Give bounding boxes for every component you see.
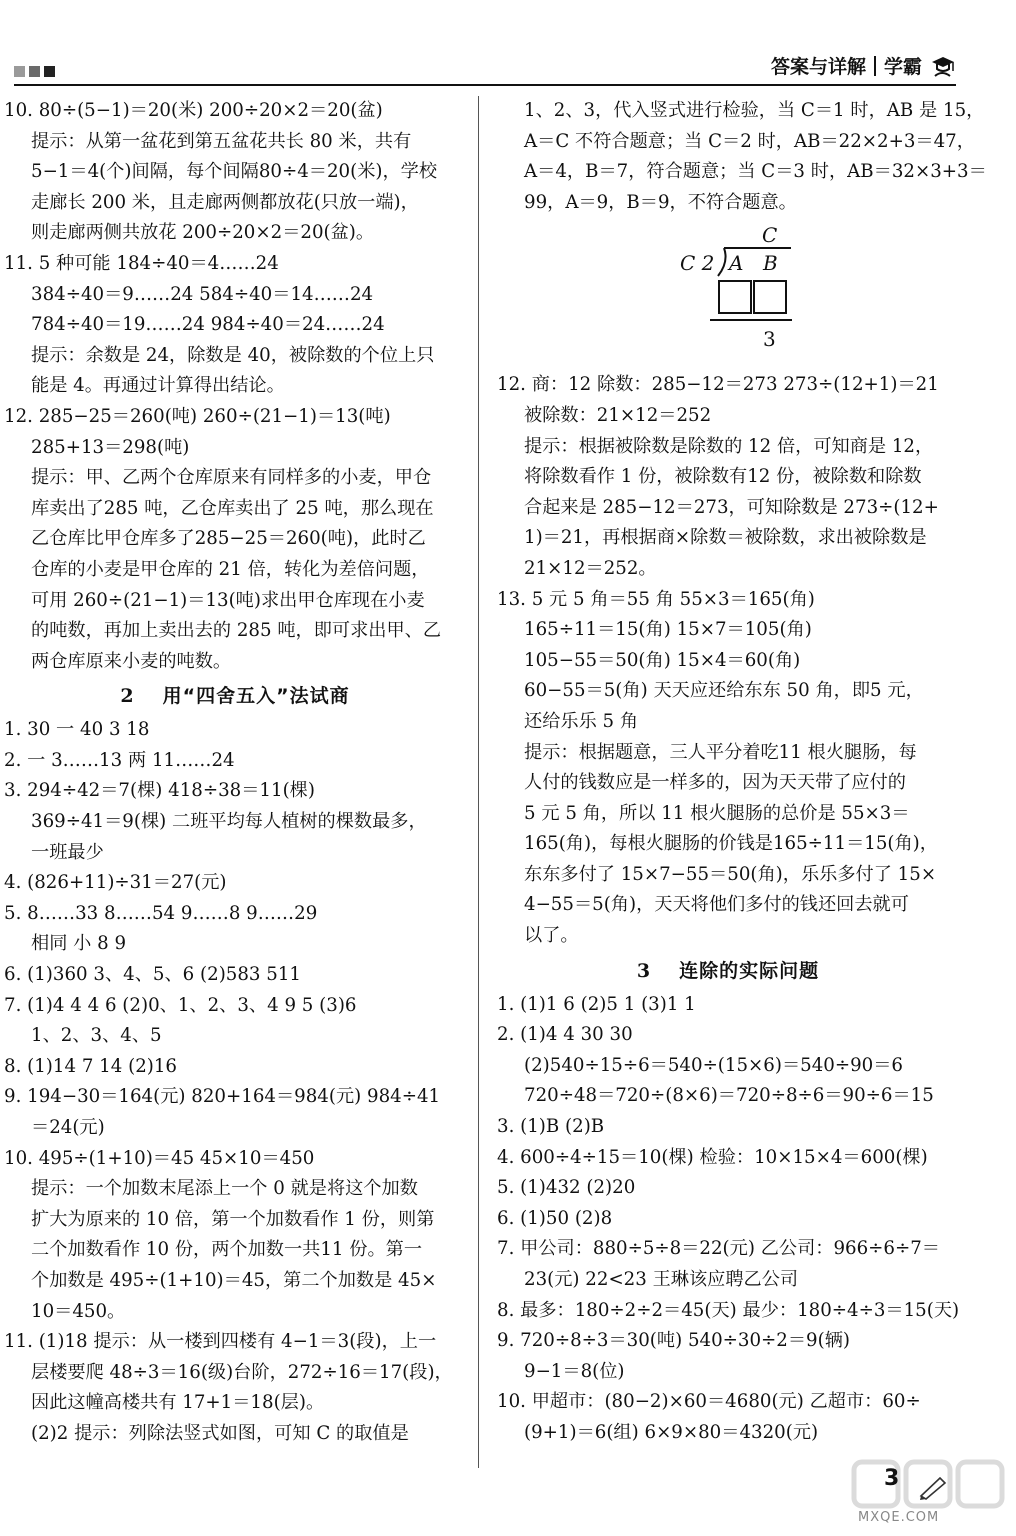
diagram-dividend-a: A xyxy=(729,251,744,276)
watermark-text: MXQE.COM xyxy=(858,1510,940,1525)
answer-line: 5. 8……33 8……54 9……8 9……29 xyxy=(4,902,318,924)
answer-line: 1)＝21，再根据商×除数＝被除数，求出被除数是 xyxy=(524,527,927,549)
answer-line: 21×12＝252。 xyxy=(524,557,657,579)
answer-line: 以了。 xyxy=(524,925,579,947)
diagram-quotient: C xyxy=(762,223,778,248)
diagram-blank-box-2 xyxy=(753,280,787,314)
section-heading xyxy=(497,952,959,990)
answer-line: 仓库的小麦是甲仓库的 21 倍，转化为差倍问题， xyxy=(31,558,430,580)
diagram-dividend-b: B xyxy=(763,251,778,276)
answer-line: 2. 一 3……13 两 11……24 xyxy=(4,749,235,771)
answer-line: 4. (826+11)÷31＝27(元) xyxy=(4,872,227,894)
header-squares xyxy=(14,66,55,77)
answer-line: 人付的钱数应是一样多的，因为天天带了应付的 xyxy=(524,772,906,794)
pencil-icon xyxy=(918,1474,948,1500)
answer-line: 4−55＝5(角)，天天将他们多付的钱还回去就可 xyxy=(524,894,909,916)
answer-line: 60−55＝5(角) 天天应还给东东 50 角，即5 元， xyxy=(524,680,924,702)
right-column-bottom xyxy=(497,370,959,1448)
answer-line: 被除数：21×12＝252 xyxy=(524,404,712,426)
section-heading xyxy=(4,677,466,715)
page-number: 3 xyxy=(884,1466,900,1491)
answer-line: 5 元 5 角，所以 11 根火腿肠的总价是 55×3＝ xyxy=(524,802,910,824)
answer-line: 提示：甲、乙两个仓库原来有同样多的小麦，甲仓 xyxy=(31,467,432,489)
answer-line: A＝4，B＝7，符合题意；当 C＝3 时，AB＝32×3+3＝ xyxy=(524,161,987,183)
long-division-diagram xyxy=(497,218,959,370)
diagram-bracket xyxy=(716,247,728,277)
header-square-1 xyxy=(14,66,25,77)
diagram-divisor: C 2 xyxy=(680,251,715,276)
section-title: 连除的实际问题 xyxy=(679,959,820,982)
answer-line: 10. 甲超市：(80−2)×60＝4680(元) 乙超市：60÷ xyxy=(497,1391,921,1413)
answer-line: 提示：根据被除数是除数的 12 倍，可知商是 12， xyxy=(524,435,934,457)
answer-line: 165÷11＝15(角) 15×7＝105(角) xyxy=(524,619,812,641)
header-title: 答案与详解 xyxy=(770,56,866,78)
answer-line: 1. 30 一 40 3 18 xyxy=(4,719,150,741)
answer-line: 提示：根据题意，三人平分着吃11 根火腿肠，每 xyxy=(524,741,917,763)
answer-line: 720÷48＝720÷(8×6)＝720÷8÷6＝90÷6＝15 xyxy=(524,1085,934,1107)
answer-line: 合起来是 285−12＝273，可知除数是 273÷(12+ xyxy=(524,496,939,518)
answer-line: 23(元) 22<23 王琳该应聘乙公司 xyxy=(524,1269,799,1290)
answer-line: 则走廊两侧共放花 200÷20×2＝20(盆)。 xyxy=(31,222,375,244)
header-brand: 学霸 xyxy=(883,56,922,78)
graduation-cap-icon xyxy=(930,54,956,78)
answer-line: 的吨数，再加上卖出去的 285 吨，即可求出甲、乙 xyxy=(31,620,442,642)
answer-line: 4. 600÷4÷15＝10(棵) 检验：10×15×4＝600(棵) xyxy=(497,1146,928,1168)
right-column xyxy=(497,96,987,1449)
answer-line: 8. (1)14 7 14 (2)16 xyxy=(4,1055,178,1077)
answer-line: 9. 720÷8÷3＝30(吨) 540÷30÷2＝9(辆) xyxy=(497,1330,851,1352)
answer-line: 一班最少 xyxy=(31,841,104,863)
answer-line: 13. 5 元 5 角＝55 角 55×3＝165(角) xyxy=(497,588,815,610)
answer-line: 369÷41＝9(棵) 二班平均每人植树的棵数最多， xyxy=(31,811,427,833)
answer-line: 10. 495÷(1+10)＝45 45×10＝450 xyxy=(4,1147,315,1169)
answer-line: 2. (1)4 4 30 30 xyxy=(497,1024,633,1046)
answer-line: 9. 194−30＝164(元) 820+164＝984(元) 984÷41 xyxy=(4,1086,441,1108)
answer-line: 乙仓库比甲仓库多了285−25＝260(吨)，此时乙 xyxy=(31,528,426,550)
answer-line: 99，A＝9，B＝9，不符合题意。 xyxy=(524,191,797,213)
answer-line: 提示：从第一盆花到第五盆花共长 80 米，共有 xyxy=(31,130,412,152)
answer-line: 105−55＝50(角) 15×4＝60(角) xyxy=(524,649,801,671)
answer-line: 东东多付了 15×7−55＝50(角)，乐乐多付了 15× xyxy=(524,863,937,885)
answer-line: 7. 甲公司：880÷5÷8＝22(元) 乙公司：966÷6÷7＝ xyxy=(497,1238,940,1260)
answer-line: 5−1＝4(个)间隔，每个间隔80÷4＝20(米)，学校 xyxy=(31,161,438,183)
answer-line: 285+13＝298(吨) xyxy=(31,436,190,458)
section-number: 2 xyxy=(120,685,135,708)
answer-line: 10. 80÷(5−1)＝20(米) 200÷20×2＝20(盆) xyxy=(4,100,383,121)
answer-line: (2)2 提示：列除法竖式如图，可知 C 的取值是 xyxy=(31,1422,409,1444)
answer-line: A＝C 不符合题意；当 C＝2 时，AB＝22×2+3＝47， xyxy=(524,130,975,152)
answer-line: 3. 294÷42＝7(棵) 418÷38＝11(棵) xyxy=(4,780,315,802)
left-column xyxy=(4,96,466,1450)
answer-line: 384÷40＝9……24 584÷40＝14……24 xyxy=(31,283,374,305)
diagram-remainder: 3 xyxy=(763,327,776,352)
answer-line: 10＝450。 xyxy=(31,1300,126,1322)
answer-line: 因此这幢高楼共有 17+1＝18(层)。 xyxy=(31,1392,325,1414)
answer-line: 1、2、3，代入竖式进行检验，当 C＝1 时，AB 是 15， xyxy=(524,100,985,121)
section-number: 3 xyxy=(636,959,652,982)
answer-line: 扩大为原来的 10 倍，第一个加数看作 1 份，则第 xyxy=(31,1208,435,1230)
header-square-3 xyxy=(44,66,55,77)
answer-line: 165(角)，每根火腿肠的价钱是165÷11＝15(角)， xyxy=(524,833,938,855)
answer-line: 走廊长 200 米，且走廊两侧都放花(只放一端)， xyxy=(31,191,419,213)
answer-line: 9−1＝8(位) xyxy=(524,1360,625,1382)
answer-line: 11. (1)18 提示：从一楼到四楼有 4−1＝3(段)，上一 xyxy=(4,1331,437,1353)
answer-line: 两仓库原来小麦的吨数。 xyxy=(31,650,232,672)
answer-line: 3. (1)B (2)B xyxy=(497,1116,605,1138)
answer-line: 库卖出了285 吨，乙仓库卖出了 25 吨，那么现在 xyxy=(31,497,434,519)
answer-line: 784÷40＝19……24 984÷40＝24……24 xyxy=(31,314,385,336)
answer-line: 6. (1)360 3、4、5、6 (2)583 511 xyxy=(4,964,301,986)
answer-line: 6. (1)50 (2)8 xyxy=(497,1207,613,1229)
answer-line: 5. (1)432 (2)20 xyxy=(497,1177,636,1199)
answer-line: 提示：余数是 24，除数是 40，被除数的个位上只 xyxy=(31,344,435,366)
answer-line: 还给乐乐 5 角 xyxy=(524,710,639,732)
diagram-blank-box-1 xyxy=(718,280,752,314)
answer-line: 12. 商：12 除数：285−12＝273 273÷(12+1)＝21 xyxy=(497,374,939,396)
answer-line: 11. 5 种可能 184÷40＝4……24 xyxy=(4,252,279,274)
section-title: 用“四舍五入”法试商 xyxy=(162,685,350,708)
diagram-bottom-bar xyxy=(710,319,792,321)
answer-line: 相同 小 8 9 xyxy=(31,933,127,955)
answer-line: 8. 最多：180÷2÷2＝45(天) 最少：180÷4÷3＝15(天) xyxy=(497,1299,960,1321)
answer-line: 12. 285−25＝260(吨) 260÷(21−1)＝13(吨) xyxy=(4,405,391,427)
answer-line: 个加数是 495÷(1+10)＝45，第二个加数是 45× xyxy=(31,1269,437,1291)
right-column-top xyxy=(497,96,987,218)
running-header xyxy=(771,52,956,79)
answer-line: 可用 260÷(21−1)＝13(吨)求出甲仓库现在小麦 xyxy=(31,589,425,611)
answer-line: 能是 4。再通过计算得出结论。 xyxy=(31,375,285,397)
answer-line: 将除数看作 1 份，被除数有12 份，被除数和除数 xyxy=(524,466,922,488)
answer-line: 层楼要爬 48÷3＝16(级)台阶，272÷16＝17(段)， xyxy=(31,1361,453,1383)
answer-line: 1. (1)1 6 (2)5 1 (3)1 1 xyxy=(497,993,696,1015)
header-square-2 xyxy=(29,66,40,77)
answer-line: 7. (1)4 4 4 6 (2)0、1、2、3、4 9 5 (3)6 xyxy=(4,994,357,1016)
answer-line: ＝24(元) xyxy=(31,1117,105,1138)
answer-line: (2)540÷15÷6＝540÷(15×6)＝540÷90＝6 xyxy=(524,1054,903,1076)
column-divider xyxy=(478,96,479,1468)
answer-line: (9+1)＝6(组) 6×9×80＝4320(元) xyxy=(524,1421,819,1443)
answer-line: 1、2、3、4、5 xyxy=(31,1025,162,1047)
answer-line: 二个加数看作 10 份，两个加数一共11 份。第一 xyxy=(31,1239,423,1261)
answer-line: 提示：一个加数末尾添上一个 0 就是将这个加数 xyxy=(31,1178,418,1200)
header-separator xyxy=(874,56,876,76)
header-rule xyxy=(14,84,956,86)
